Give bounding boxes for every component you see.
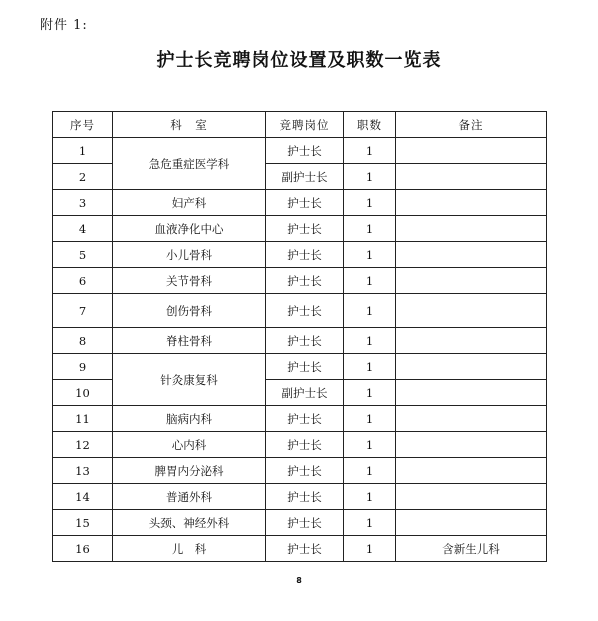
cell-count: 1 bbox=[344, 268, 396, 294]
table-row bbox=[53, 190, 547, 216]
page-number: 8 bbox=[296, 576, 302, 585]
cell-position: 护士长 bbox=[266, 190, 344, 216]
cell-department: 创伤骨科 bbox=[113, 294, 266, 328]
cell-count: 1 bbox=[344, 190, 396, 216]
cell-position: 护士长 bbox=[266, 536, 344, 562]
cell-note bbox=[396, 354, 547, 380]
cell-department: 脾胃内分泌科 bbox=[113, 458, 266, 484]
cell-position: 护士长 bbox=[266, 328, 344, 354]
cell-position: 护士长 bbox=[266, 432, 344, 458]
cell-department: 普通外科 bbox=[113, 484, 266, 510]
cell-count: 1 bbox=[344, 354, 396, 380]
cell-note bbox=[396, 216, 547, 242]
cell-position: 护士长 bbox=[266, 484, 344, 510]
table-row bbox=[53, 242, 547, 268]
cell-note bbox=[396, 268, 547, 294]
cell-count: 1 bbox=[344, 484, 396, 510]
cell-position: 护士长 bbox=[266, 458, 344, 484]
cell-no: 13 bbox=[53, 458, 113, 484]
position-table bbox=[52, 111, 547, 562]
table-row bbox=[53, 354, 547, 380]
cell-position: 护士长 bbox=[266, 406, 344, 432]
cell-note bbox=[396, 138, 547, 164]
cell-department: 小儿骨科 bbox=[113, 242, 266, 268]
cell-note bbox=[396, 484, 547, 510]
cell-count: 1 bbox=[344, 406, 396, 432]
header-position: 竞聘岗位 bbox=[266, 112, 344, 138]
cell-department: 针灸康复科 bbox=[113, 354, 266, 406]
cell-no: 2 bbox=[53, 164, 113, 190]
cell-note bbox=[396, 380, 547, 406]
cell-note bbox=[396, 242, 547, 268]
table-row bbox=[53, 216, 547, 242]
cell-note bbox=[396, 328, 547, 354]
cell-no: 8 bbox=[53, 328, 113, 354]
cell-no: 15 bbox=[53, 510, 113, 536]
header-note: 备注 bbox=[396, 112, 547, 138]
cell-position: 护士长 bbox=[266, 242, 344, 268]
header-count: 职数 bbox=[344, 112, 396, 138]
cell-department: 头颈、神经外科 bbox=[113, 510, 266, 536]
table-row bbox=[53, 328, 547, 354]
cell-position: 护士长 bbox=[266, 294, 344, 328]
table-row bbox=[53, 294, 547, 328]
cell-count: 1 bbox=[344, 294, 396, 328]
cell-no: 10 bbox=[53, 380, 113, 406]
cell-count: 1 bbox=[344, 432, 396, 458]
cell-no: 7 bbox=[53, 294, 113, 328]
table-row bbox=[53, 432, 547, 458]
table-row bbox=[53, 536, 547, 562]
cell-note: 含新生儿科 bbox=[396, 536, 547, 562]
table-row bbox=[53, 484, 547, 510]
attachment-label: 附件 1: bbox=[40, 18, 88, 33]
cell-note bbox=[396, 458, 547, 484]
cell-position: 护士长 bbox=[266, 354, 344, 380]
table-row bbox=[53, 406, 547, 432]
table-header-row bbox=[53, 112, 547, 138]
cell-no: 5 bbox=[53, 242, 113, 268]
cell-count: 1 bbox=[344, 458, 396, 484]
cell-count: 1 bbox=[344, 138, 396, 164]
cell-count: 1 bbox=[344, 328, 396, 354]
cell-no: 12 bbox=[53, 432, 113, 458]
cell-note bbox=[396, 294, 547, 328]
cell-no: 11 bbox=[53, 406, 113, 432]
cell-no: 16 bbox=[53, 536, 113, 562]
cell-note bbox=[396, 190, 547, 216]
cell-position: 副护士长 bbox=[266, 164, 344, 190]
header-no: 序号 bbox=[53, 112, 113, 138]
cell-no: 3 bbox=[53, 190, 113, 216]
document-title: 护士长竞聘岗位设置及职数一览表 bbox=[156, 50, 442, 71]
cell-count: 1 bbox=[344, 164, 396, 190]
table-row bbox=[53, 510, 547, 536]
cell-position: 护士长 bbox=[266, 510, 344, 536]
cell-count: 1 bbox=[344, 380, 396, 406]
cell-no: 14 bbox=[53, 484, 113, 510]
cell-note bbox=[396, 406, 547, 432]
cell-no: 4 bbox=[53, 216, 113, 242]
cell-department: 急危重症医学科 bbox=[113, 138, 266, 190]
cell-department: 血液净化中心 bbox=[113, 216, 266, 242]
cell-department: 脑病内科 bbox=[113, 406, 266, 432]
table-row bbox=[53, 458, 547, 484]
cell-count: 1 bbox=[344, 536, 396, 562]
cell-department: 关节骨科 bbox=[113, 268, 266, 294]
cell-note bbox=[396, 164, 547, 190]
cell-count: 1 bbox=[344, 242, 396, 268]
cell-department: 儿 科 bbox=[113, 536, 266, 562]
table-row bbox=[53, 268, 547, 294]
header-department: 科 室 bbox=[113, 112, 266, 138]
cell-count: 1 bbox=[344, 510, 396, 536]
cell-department: 心内科 bbox=[113, 432, 266, 458]
cell-count: 1 bbox=[344, 216, 396, 242]
cell-no: 1 bbox=[53, 138, 113, 164]
cell-note bbox=[396, 510, 547, 536]
table-row bbox=[53, 138, 547, 164]
cell-position: 护士长 bbox=[266, 138, 344, 164]
cell-position: 副护士长 bbox=[266, 380, 344, 406]
cell-no: 9 bbox=[53, 354, 113, 380]
cell-no: 6 bbox=[53, 268, 113, 294]
cell-position: 护士长 bbox=[266, 216, 344, 242]
cell-position: 护士长 bbox=[266, 268, 344, 294]
cell-note bbox=[396, 432, 547, 458]
cell-department: 妇产科 bbox=[113, 190, 266, 216]
cell-department: 脊柱骨科 bbox=[113, 328, 266, 354]
